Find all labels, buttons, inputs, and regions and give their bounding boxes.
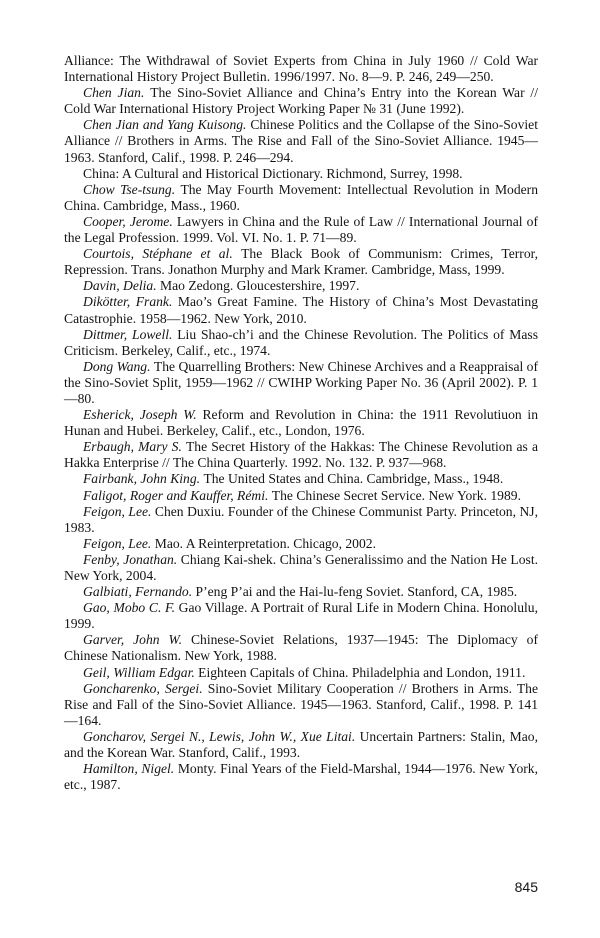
entry-author: Dittmer, Lowell. [83, 326, 178, 342]
entry-author: Esherick, Joseph W. [83, 407, 203, 423]
entry-author: Chen Jian. [83, 85, 151, 101]
bibliography-entry [64, 246, 538, 278]
entry-author: Gao, Mobo C. F. [83, 600, 179, 616]
entry-author: Courtois, Stéphane et al. [83, 246, 242, 262]
bibliography-entry [64, 327, 538, 359]
bibliography-entry [64, 85, 538, 117]
bibliography-entry [64, 632, 538, 664]
entry-author: Chen Jian and Yang Kuisong. [83, 117, 251, 133]
bibliography-entry [64, 552, 538, 584]
entry-text: China: A Cultural and Historical Dictionary. Richmond, Surrey, 1998. [83, 165, 463, 181]
bibliography-entry [64, 488, 538, 504]
bibliography-entry [64, 471, 538, 487]
entry-text: Uncertain Partners: Stalin, Mao, and the Korean War. Stanford, Calif., 1993. [64, 728, 538, 761]
entry-text: Sino-Soviet Military Cooperation // Brothers in Arms. The Rise and Fall of the Sino-Soviet Alliance. 1945—1963. Stanford, Calif., 1998. P. 141—164. [64, 680, 538, 728]
entry-text: Chen Duxiu. Founder of the Chinese Communist Party. Princeton, NJ, 1983. [64, 503, 538, 535]
entry-author: Chow Tse-tsung. [83, 181, 181, 197]
bibliography-entry [64, 117, 538, 165]
entry-author: Faligot, Roger and Kauffer, Rémi. [83, 487, 272, 503]
entry-author: Dikötter, Frank. [83, 294, 178, 310]
bibliography-entry [64, 214, 538, 246]
entry-author: Goncharov, Sergei N., Lewis, John W., Xue Litai. [83, 728, 360, 744]
entry-author: Fairbank, John King. [83, 471, 204, 487]
bibliography-entry [64, 182, 538, 214]
entry-text: Chinese Politics and the Collapse of the Sino-Soviet Alliance // Brothers in Arms. The Rise and Fall of the Sino-Soviet Alliance. 1945—1963. Stanford, Calif., 1998. P. 246—294. [64, 117, 538, 165]
bibliography-entry [64, 665, 538, 681]
entry-author: Goncharenko, Sergei. [83, 680, 208, 696]
bibliography-entry [64, 166, 538, 182]
bibliography-entry [64, 359, 538, 407]
entry-text: Eighteen Capitals of China. Philadelphia and London, 1911. [198, 664, 526, 680]
entry-text: Alliance: The Withdrawal of Soviet Experts from China in July 1960 // Cold War International History Project Bulletin. 1996/1997. No. 8—9. P. 246, 249—250. [64, 53, 538, 85]
bibliography-entry [64, 681, 538, 729]
bibliography-entry [64, 504, 538, 536]
entry-text: The United States and China. Cambridge, Mass., 1948. [203, 471, 504, 487]
bibliography-entry [64, 729, 538, 761]
entry-author: Fenby, Jonathan. [83, 551, 181, 567]
bibliography-entry [64, 536, 538, 552]
entry-text: P’eng P’ai and the Hai-lu-feng Soviet. Stanford, CA, 1985. [195, 584, 518, 600]
entry-text: Monty. Final Years of the Field-Marshal, 1944—1976. New York, etc., 1987. [64, 761, 538, 793]
bibliography-entry [64, 761, 538, 793]
entry-text: Gao Village. A Portrait of Rural Life in Modern China. Honolulu, 1999. [64, 600, 538, 632]
page-number: 845 [514, 879, 538, 895]
entry-text: The Quarrelling Brothers: New Chinese Archives and a Reappraisal of the Sino-Soviet Split, 1959—1962 // CWIHP Working Paper No. 36 (April 2002). P. 1—80. [64, 358, 539, 406]
entry-author: Feigon, Lee. [83, 535, 155, 551]
entry-author: Feigon, Lee. [83, 503, 155, 519]
bibliography-entry [64, 600, 538, 632]
entry-text: The Chinese Secret Service. New York. 1989. [271, 487, 521, 503]
entry-text: Liu Shao-ch’i and the Chinese Revolution. The Politics of Mass Criticism. Berkeley, Calif., etc., 1974. [64, 326, 538, 358]
bibliography-entry [64, 407, 538, 439]
bibliography-entry [64, 439, 538, 471]
entry-author: Cooper, Jerome. [83, 213, 177, 229]
bibliography-entry [64, 294, 538, 326]
bibliography [64, 53, 538, 793]
entry-author: Hamilton, Nigel. [83, 761, 178, 777]
entry-text: Chinese-Soviet Relations, 1937—1945: The Diplomacy of Chinese Nationalism. New York, 1988. [64, 632, 538, 664]
bibliography-entry [64, 53, 538, 85]
entry-text: Mao Zedong. Gloucestershire, 1997. [160, 278, 360, 294]
entry-author: Geil, William Edgar. [83, 664, 199, 680]
entry-text: Mao. A Reinterpretation. Chicago, 2002. [154, 535, 376, 551]
entry-author: Erbaugh, Mary S. [83, 439, 186, 455]
bibliography-entry [64, 584, 538, 600]
entry-text: The Secret History of the Hakkas: The Chinese Revolution as a Hakka Enterprise // The China Quarterly. 1992. No. 132. P. 937—968. [64, 439, 539, 471]
entry-text: Reform and Revolution in China: the 1911 Revolutiuon in Hunan and Hubei. Berkeley, Calif., etc., London, 1976. [64, 407, 539, 439]
entry-author: Dong Wang. [83, 358, 154, 374]
bibliography-entry [64, 278, 538, 294]
entry-text: Lawyers in China and the Rule of Law // International Journal of the Legal Profession. 1999. Vol. VI. No. 1. P. 71—89. [64, 213, 538, 246]
entry-text: The May Fourth Movement: Intellectual Revolution in Modern China. Cambridge, Mass., 1960. [64, 181, 538, 213]
entry-text: The Black Book of Communism: Crimes, Terror, Repression. Trans. Jonathon Murphy and Mark Kramer. Cambridge, Mass, 1999. [64, 246, 539, 278]
entry-author: Garver, John W. [83, 632, 191, 648]
entry-author: Davin, Delia. [83, 278, 161, 294]
entry-text: Mao’s Great Famine. The History of China’s Most Devastating Catastrophie. 1958—1962. New York, 2010. [64, 294, 538, 326]
entry-text: The Sino-Soviet Alliance and China’s Entry into the Korean War // Cold War International History Project Working Paper № 31 (June 1992). [64, 85, 538, 117]
entry-text: Chiang Kai-shek. China’s Generalissimo and the Nation He Lost. New York, 2004. [64, 551, 538, 583]
entry-author: Galbiati, Fernando. [83, 584, 196, 600]
